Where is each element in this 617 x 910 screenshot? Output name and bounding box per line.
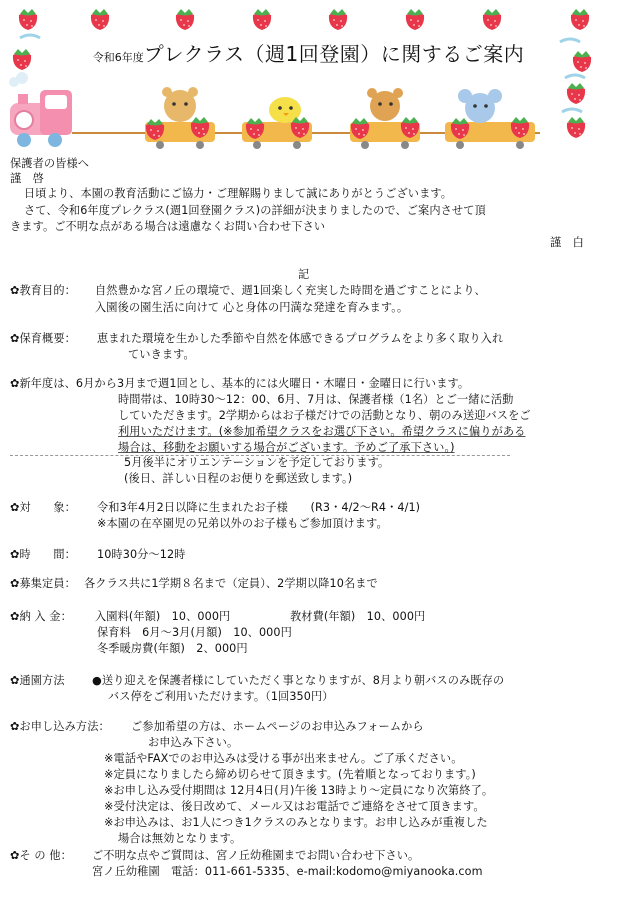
fees-label: ✿納 入 金：	[10, 610, 72, 623]
greeting-to: 保護者の皆様へ	[10, 157, 90, 170]
fee-materials: 教材費(年額) 10、000円	[290, 610, 426, 623]
purpose-text: 自然豊かな宮ノ丘の環境で、週1回楽しく充実した時間を過ごすことにより、	[95, 284, 486, 297]
target-text: 令和3年4月2日以降に生まれたお子様 (R3・4/2～R4・4/1)	[97, 501, 421, 514]
commute-text: バス停をご利用いただけます。（1回350円）	[108, 690, 334, 703]
salutation: 謹 啓	[10, 172, 44, 185]
greeting-line: 日頃より、本園の教育活動にご協力・ご理解賜りまして誠にありがとうございます。	[24, 187, 453, 200]
purpose-text: 入園後の園生活に向けて 心と身体の円満な発達を育みます。。	[95, 301, 409, 314]
apply-note: ※お申し込み受付期間は 12月4日(月)午後 13時より～定員になり次第終了。	[104, 784, 494, 797]
contact-info: 宮ノ丘幼稚園 電話：011-661-5335、e-mail:kodomo@miyanooka.com	[92, 865, 483, 878]
year-text: ✿新年度は、6月から3月まで週1回とし、基本的には火曜日・木曜日・金曜日に行います。	[10, 377, 470, 390]
year-text: 場合は、移動をお願いする場合がございます。予めご了承下さい。)	[118, 441, 455, 454]
other-label: ✿そ の 他：	[10, 849, 72, 862]
time-label: ✿時 間：	[10, 548, 76, 561]
commute-text: ●送り迎えを保護者様にしていただく事となりますが、8月より朝バスのみ既存の	[92, 674, 505, 687]
year-text: 5月後半にオリエンテーションを予定しております。	[124, 456, 390, 469]
year-text: 利用いただけます。(※参加希望クラスをお選び下さい。希望クラスに偏りがある	[118, 425, 526, 438]
train-carts	[72, 87, 540, 149]
year-text: 時間帯は、10時30～12：00、6月、7月は、保護者様（1名）とご一緒に活動	[118, 393, 514, 406]
overview-text: ていきます。	[128, 348, 195, 361]
apply-note: ※電話やFAXでのお申込みは受ける事が出来ません。ご了承ください。	[104, 752, 463, 765]
strawberry-border	[0, 0, 617, 150]
closing: 謹 白	[550, 236, 584, 249]
capacity-label: ✿募集定員：	[10, 577, 76, 590]
page-title: 令和6年度プレクラス（週1回登園）に関するご案内	[92, 42, 525, 66]
apply-label: ✿お申し込み方法：	[10, 720, 110, 733]
fee-tuition: 保育料 6月～3月(月額) 10、000円	[97, 626, 292, 639]
greeting-line: さて、令和6年度プレクラス(週1回登園クラス)の詳細が決まりましたので、ご案内させて頂	[24, 204, 486, 217]
commute-label: ✿通園方法	[10, 674, 65, 687]
fee-heating: 冬季暖房費(年額) 2、000円	[97, 642, 248, 655]
other-text: ご不明な点やご質問は、宮ノ丘幼稚園までお問い合わせ下さい。	[92, 849, 420, 862]
target-label: ✿対 象：	[10, 501, 76, 514]
apply-text: ご参加希望の方は、ホームページのお申込みフォームから	[131, 720, 424, 733]
apply-note: 場合は無効となります。	[118, 832, 242, 845]
overview-label: ✿保育概要：	[10, 332, 76, 345]
capacity-value: 各クラス共に1学期８名まで（定員）、2学期以降10名まで	[84, 577, 378, 590]
purpose-label: ✿教育目的：	[10, 284, 76, 297]
greeting-line: きます。ご不明な点がある場合は遠慮なくお問い合わせ下さい	[10, 220, 326, 233]
overview-text: 恵まれた環境を生かした季節や自然を体感できるプログラムをより多く取り入れ	[97, 332, 504, 345]
apply-note: ※お申込みは、お1人につき1クラスのみとなります。お申し込みが重複した	[104, 816, 488, 829]
ki-heading: 記	[298, 268, 310, 281]
apply-text: お申込み下さい。	[148, 736, 239, 749]
target-text: ※本園の在卒園児の兄弟以外のお子様もご参加頂けます。	[97, 517, 388, 530]
year-text: していただきます。2学期からはお子様だけでの活動となり、朝のみ送迎バスをご	[118, 409, 531, 422]
year-text: (後日、詳しい日程のお便りを郵送致します。)	[124, 472, 353, 485]
fee-entrance: 入園料(年額) 10、000円	[95, 610, 231, 623]
apply-note: ※定員になりましたら締め切らせて頂きます。(先着順となっております。)	[104, 768, 476, 781]
apply-note: ※受付決定は、後日改めて、メール又はお電話でご連絡をさせて頂きます。	[104, 800, 485, 813]
time-value: 10時30分～12時	[97, 548, 186, 561]
train-illustration	[9, 72, 72, 147]
